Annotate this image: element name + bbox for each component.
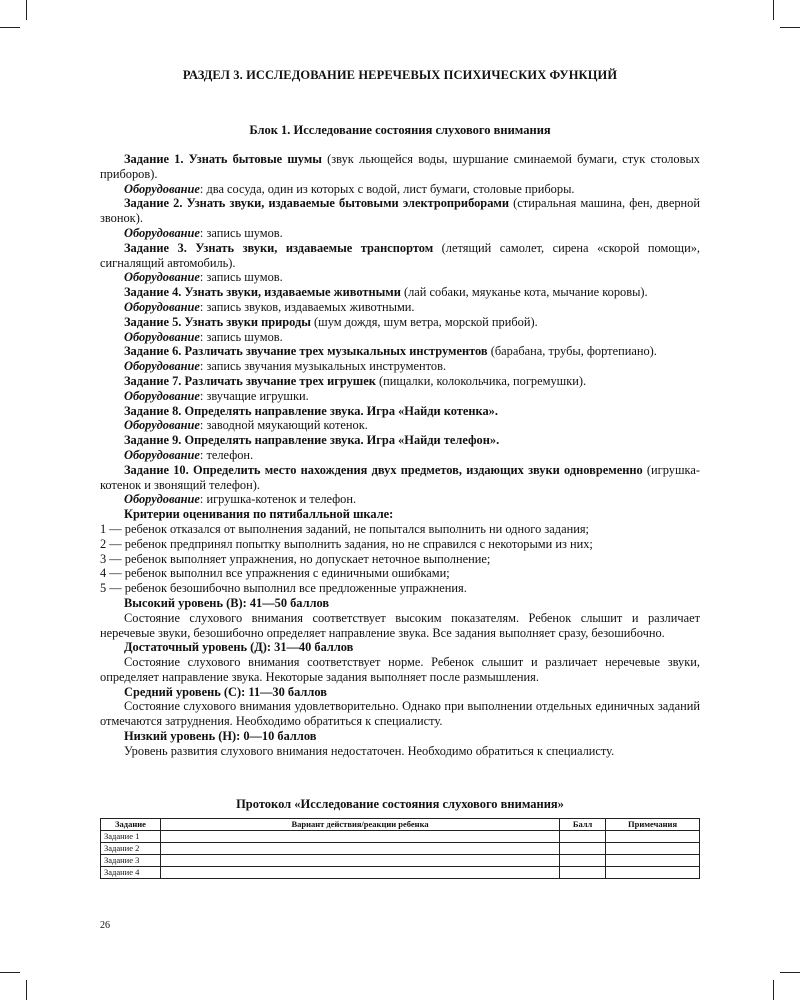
task-title: Задание 8. Определять направление звука. Игра «Найди котенка». xyxy=(124,403,498,418)
equipment-text: : игрушка-котенок и телефон. xyxy=(199,492,357,507)
task-title: Задание 3. Узнать звуки, издаваемые транспортом xyxy=(124,240,434,255)
crop-mark xyxy=(26,0,27,20)
equipment-line xyxy=(100,359,700,374)
level-title-text: Средний уровень (С): 11—30 баллов xyxy=(124,684,327,699)
task-title: Задание 6. Различать звучание трех музыкальных инструментов xyxy=(124,344,488,359)
task-paragraph xyxy=(100,196,700,226)
equipment-label: Оборудование xyxy=(124,225,200,240)
task-description: (лай собаки, мяуканье кота, мычание коровы). xyxy=(400,285,648,300)
equipment-line xyxy=(100,389,700,404)
crop-mark xyxy=(773,0,774,20)
task-title: Задание 1. Узнать бытовые шумы xyxy=(124,152,322,166)
equipment-text: : запись звуков, издаваемых животными. xyxy=(199,299,415,314)
table-row xyxy=(101,843,700,855)
table-row xyxy=(101,867,700,879)
equipment-line xyxy=(100,300,700,315)
equipment-label: Оборудование xyxy=(124,181,200,196)
task-description: (игрушка-котенок и звонящий телефон). xyxy=(100,462,700,492)
equipment-label: Оборудование xyxy=(124,492,200,507)
equipment-label: Оборудование xyxy=(124,329,200,344)
level-title-text: Высокий уровень (В): 41—50 баллов xyxy=(124,595,330,610)
row-label: Задание 3 xyxy=(101,855,161,867)
level-title xyxy=(100,640,700,655)
block-title: Блок 1. Исследование состояния слухового внимания xyxy=(249,123,551,137)
level-description: Состояние слухового внимания удовлетворительно. Однако при выполнении отдельных единичных заданий отмечаются затруднения. Необходимо обратиться к специалисту. xyxy=(100,699,700,729)
equipment-label: Оборудование xyxy=(124,418,200,433)
equipment-text: : телефон. xyxy=(199,447,254,462)
crop-mark xyxy=(780,27,800,28)
reaction-cell xyxy=(160,843,559,855)
column-header-task: Задание xyxy=(101,819,161,831)
criteria-item: 5 — ребенок безошибочно выполнил все предложенные упражнения. xyxy=(100,581,467,596)
equipment-line xyxy=(100,226,700,241)
equipment-line xyxy=(100,330,700,345)
task-paragraph xyxy=(100,315,700,330)
notes-cell xyxy=(606,867,700,879)
level-description: Состояние слухового внимания соответствует норме. Ребенок слышит и различает неречевые звуки, определяет направление звука. Некоторые задания выполняет после размышления. xyxy=(100,655,700,684)
equipment-line xyxy=(100,182,700,197)
notes-cell xyxy=(606,831,700,843)
notes-cell xyxy=(606,843,700,855)
equipment-label: Оборудование xyxy=(124,359,200,374)
level-title xyxy=(100,729,700,744)
reaction-cell xyxy=(160,867,559,879)
criteria-item: 1 — ребенок отказался от выполнения заданий, не попытался выполнить ни одного задания; xyxy=(100,521,589,536)
score-cell xyxy=(560,867,606,879)
equipment-label: Оборудование xyxy=(124,270,200,285)
criteria-item: 2 — ребенок предпринял попытку выполнить задания, но не справился с некоторыми из них; xyxy=(100,536,593,551)
protocol-table xyxy=(100,818,700,879)
equipment-text: : два сосуда, один из которых с водой, лист бумаги, столовые приборы. xyxy=(199,181,575,196)
equipment-text: : запись звучания музыкальных инструментов. xyxy=(199,359,447,374)
section-title: РАЗДЕЛ 3. ИССЛЕДОВАНИЕ НЕРЕЧЕВЫХ ПСИХИЧЕСКИХ ФУНКЦИЙ xyxy=(182,68,618,82)
task-description: (пищалки, колокольчика, погремушки). xyxy=(375,373,587,388)
score-cell xyxy=(560,831,606,843)
score-cell xyxy=(560,843,606,855)
task-title: Задание 2. Узнать звуки, издаваемые бытовыми электроприборами xyxy=(124,196,509,211)
task-paragraph xyxy=(100,285,700,300)
task-paragraph xyxy=(100,374,700,389)
row-label: Задание 4 xyxy=(101,867,161,879)
task-paragraph xyxy=(100,344,700,359)
level-title xyxy=(100,596,700,611)
crop-mark xyxy=(780,972,800,973)
column-header-reaction: Вариант действия/реакции ребенка xyxy=(160,819,559,831)
criteria-title-text: Критерии оценивания по пятибалльной шкале: xyxy=(124,507,394,522)
task-description: (звук льющейся воды, шуршание сминаемой бумаги, стук столовых приборов). xyxy=(100,152,700,181)
row-label: Задание 1 xyxy=(101,831,161,843)
reaction-cell xyxy=(160,831,559,843)
task-title: Задание 4. Узнать звуки, издаваемые животными xyxy=(124,285,401,300)
page-number: 26 xyxy=(100,920,110,931)
equipment-text: : запись шумов. xyxy=(199,270,283,285)
task-paragraph xyxy=(100,152,700,182)
task-title: Задание 7. Различать звучание трех игрушек xyxy=(124,373,376,388)
task-title: Задание 10. Определить место нахождения двух предметов, издающих звуки одновременно xyxy=(124,462,643,477)
reaction-cell xyxy=(160,855,559,867)
level-description: Уровень развития слухового внимания недостаточен. Необходимо обратиться к специалисту. xyxy=(124,743,615,758)
score-cell xyxy=(560,855,606,867)
level-description: Состояние слухового внимания соответствует высоким показателям. Ребенок слышит и различает неречевые звуки, безошибочно определяет направление звука. Все задания выполняет сразу, безошибочно. xyxy=(100,610,700,640)
task-description: (летящий самолет, сирена «скорой помощи», сигналящий автомобиль). xyxy=(100,240,700,270)
criteria-item: 3 — ребенок выполняет упражнения, но допускает неточное выполнение; xyxy=(100,551,491,566)
task-paragraph xyxy=(100,241,700,271)
equipment-label: Оборудование xyxy=(124,447,200,462)
protocol-title: Протокол «Исследование состояния слухового внимания» xyxy=(236,797,564,811)
task-description: (шум дождя, шум ветра, морской прибой). xyxy=(310,314,538,329)
crop-mark xyxy=(26,980,27,1000)
column-header-score: Балл xyxy=(560,819,606,831)
equipment-line xyxy=(100,448,700,463)
level-title-text: Низкий уровень (Н): 0—10 баллов xyxy=(124,729,317,744)
column-header-notes: Примечания xyxy=(606,819,700,831)
task-description: (стиральная машина, фен, дверной звонок). xyxy=(100,196,700,226)
task-paragraph xyxy=(100,433,700,448)
equipment-text: : запись шумов. xyxy=(199,329,283,344)
task-title: Задание 9. Определять направление звука. Игра «Найди телефон». xyxy=(124,433,500,448)
table-row xyxy=(101,831,700,843)
equipment-line xyxy=(100,492,700,507)
equipment-line xyxy=(100,270,700,285)
equipment-label: Оборудование xyxy=(124,388,200,403)
equipment-text: : звучащие игрушки. xyxy=(199,388,309,403)
crop-mark xyxy=(0,27,20,28)
task-title: Задание 5. Узнать звуки природы xyxy=(124,314,311,329)
level-title xyxy=(100,685,700,700)
table-header-row xyxy=(101,819,700,831)
task-description: (барабана, трубы, фортепиано). xyxy=(487,344,657,359)
equipment-line xyxy=(100,418,700,433)
equipment-label: Оборудование xyxy=(124,299,200,314)
level-title-text: Достаточный уровень (Д): 31—40 баллов xyxy=(124,640,354,655)
equipment-text: : запись шумов. xyxy=(199,225,283,240)
row-label: Задание 2 xyxy=(101,843,161,855)
equipment-text: : заводной мяукающий котенок. xyxy=(199,418,368,433)
task-list xyxy=(100,152,700,759)
task-paragraph xyxy=(100,463,700,493)
task-paragraph xyxy=(100,404,700,419)
criteria-title xyxy=(100,507,700,522)
table-row xyxy=(101,855,700,867)
crop-mark xyxy=(0,972,20,973)
criteria-item: 4 — ребенок выполнил все упражнения с единичными ошибками; xyxy=(100,566,450,581)
notes-cell xyxy=(606,855,700,867)
crop-mark xyxy=(773,980,774,1000)
